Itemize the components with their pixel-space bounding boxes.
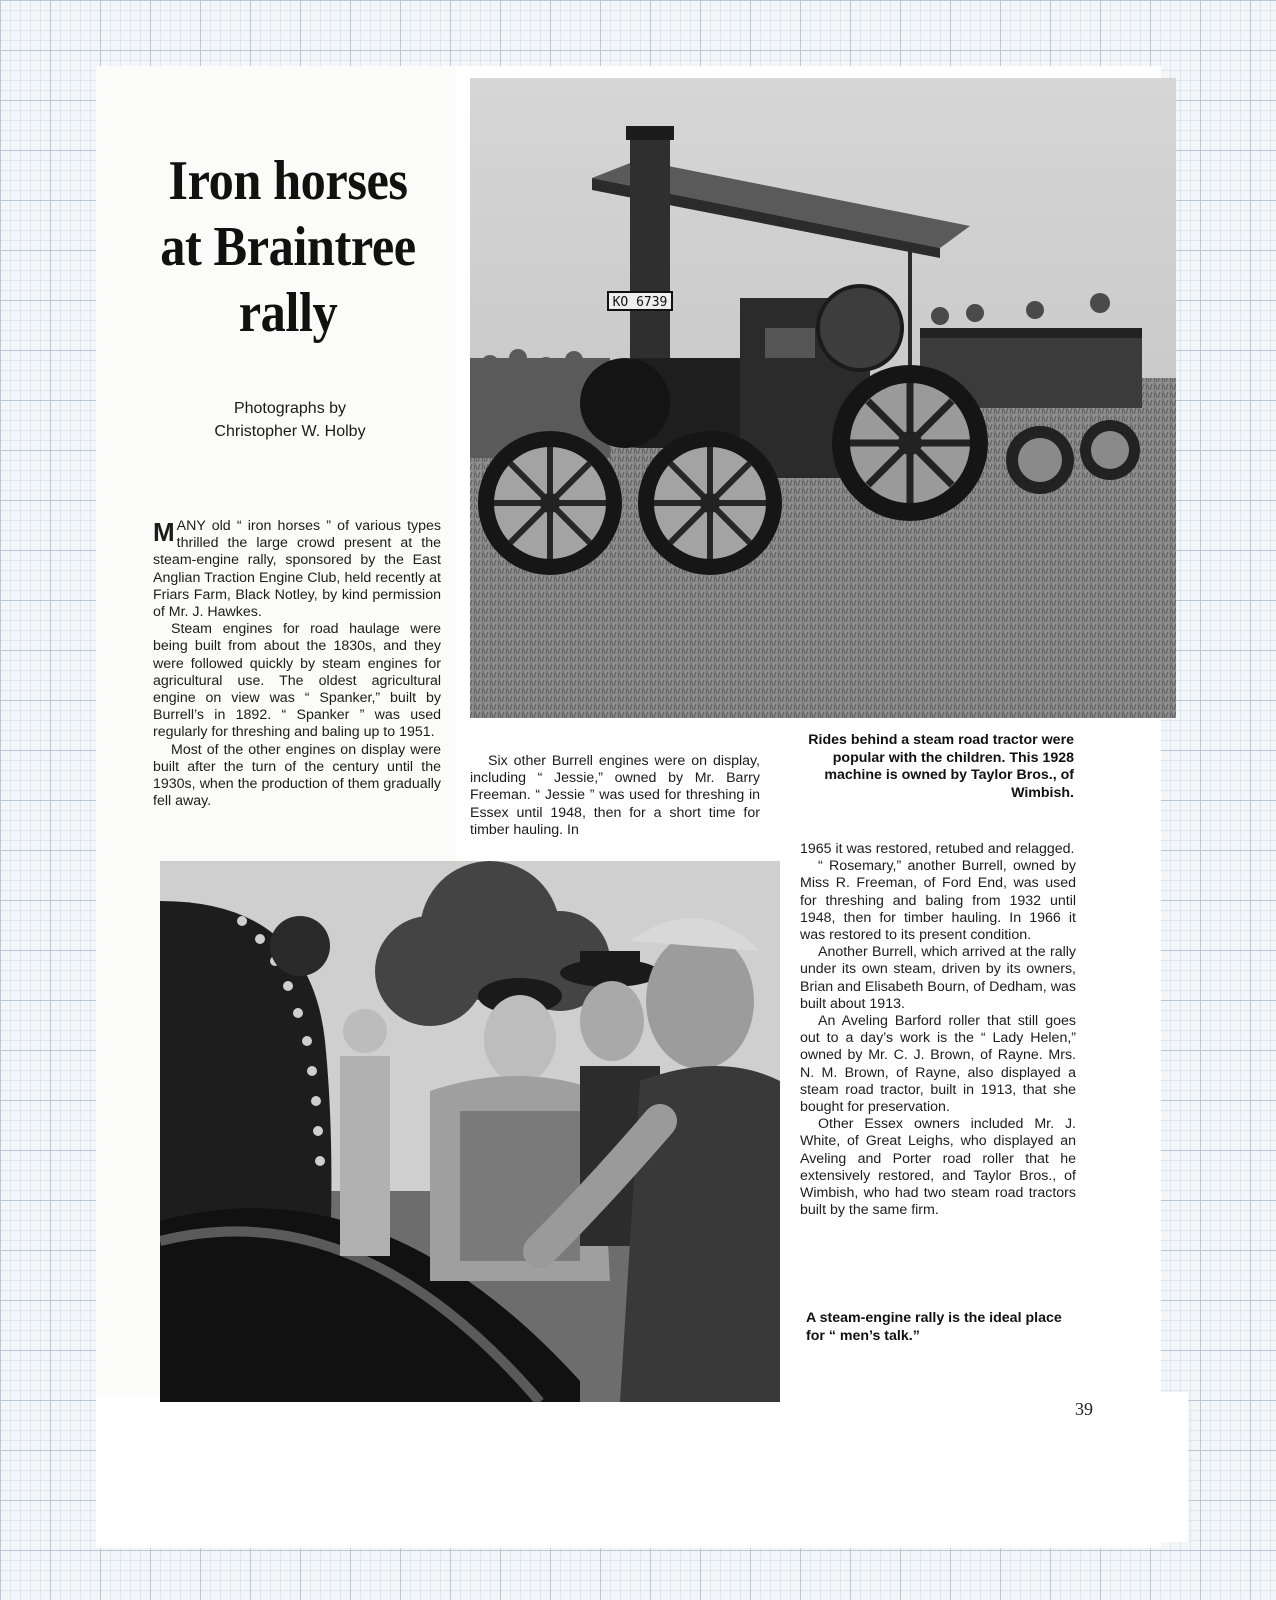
paragraph-4-continued: 1965 it was restored, retubed and relagged.	[800, 841, 1075, 857]
photo-men-talking	[160, 861, 780, 1402]
clipping-page-lower	[130, 1392, 1188, 1542]
paragraph-intro-text: ANY old “ iron horses ” of various types thrilled the large crowd present at the steam-engine rally, sponsored by the East Anglian Traction Engine Club, held recently at Friars Farm, Black Notley, by kind permission of Mr. J. Hawkes.	[153, 518, 441, 621]
title-line-1: Iron horses	[168, 150, 408, 212]
title-line-3: rally	[238, 282, 338, 344]
paragraph-intro	[153, 518, 441, 621]
paragraph-6: Another Burrell, which arrived at the rally under its own steam, driven by its owners, Brian and Elisabeth Bourn, of Dedham, was built about 1913.	[800, 944, 1076, 1012]
article-column-2	[470, 753, 760, 839]
caption-traction-engine: Rides behind a steam road tractor were popular with the children. This 1928 machine is owned by Taylor Bros., of Wimbish.	[808, 732, 1074, 801]
paragraph-8: Other Essex owners included Mr. J. White, of Great Leighs, who displayed an Aveling and Porter road roller that he extensively restored, and Taylor Bros., of Wimbish, who had two steam road tractors built by the same firm.	[800, 1116, 1076, 1219]
paragraph-4: Six other Burrell engines were on display, including “ Jessie,” owned by Mr. Barry Freeman. “ Jessie ” was used for threshing in Essex until 1948, then for a short time for timber hauling. In	[470, 753, 760, 838]
article-column-1	[153, 518, 441, 810]
caption-men-talking: A steam-engine rally is the ideal place for “ men’s talk.”	[806, 1310, 1062, 1344]
page-number: 39	[1075, 1399, 1093, 1419]
photo-credit	[160, 397, 420, 443]
engine-number-plate: KO 6739	[612, 295, 668, 310]
paragraph-7: An Aveling Barford roller that still goes out to a day’s work is the “ Lady Helen,” owned by Mr. C. J. Brown, of Rayne. Mrs. N. M. Brown, of Rayne, also displayed a steam road tractor, built in 1913, that she bought for preservation.	[800, 1013, 1076, 1116]
paragraph-3: Most of the other engines on display were built after the turn of the century until the 1930s, when the production of them gradually fell away.	[153, 741, 441, 810]
photo-traction-engine	[470, 78, 1176, 718]
paragraph-2: Steam engines for road haulage were being built from about the 1830s, and they were followed quickly by steam engines for agricultural use. The oldest agricultural engine on view was “ Spanker,” built by Burrell’s in 1892. “ Spanker ” was used regularly for threshing and baling up to 1951.	[153, 621, 441, 741]
men-talking-illustration	[160, 861, 780, 1402]
title-line-2: at Braintree	[160, 216, 416, 278]
traction-engine-illustration	[470, 78, 1176, 718]
article-column-3	[800, 841, 1076, 1219]
article-title	[135, 148, 441, 346]
credit-line-2: Christopher W. Holby	[214, 423, 366, 440]
credit-line-1: Photographs by	[233, 400, 347, 417]
drop-cap: M	[153, 517, 175, 547]
paragraph-5: “ Rosemary,” another Burrell, owned by Miss R. Freeman, of Ford End, was used for threshing and baling from 1932 until 1948, then for timber hauling. In 1966 it was restored to its present condition.	[800, 858, 1076, 944]
